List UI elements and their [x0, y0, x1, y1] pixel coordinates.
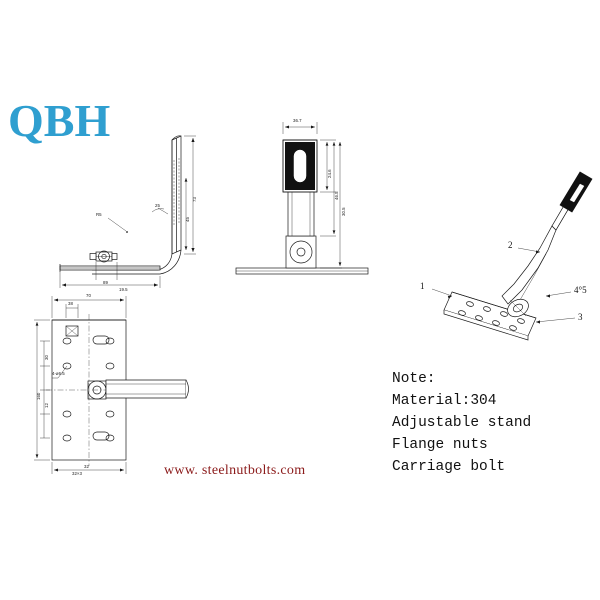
callout-3: 3	[578, 312, 583, 322]
note-line-nuts: Flange nuts	[392, 437, 488, 453]
dim-front-305: 30.5	[341, 207, 346, 216]
dim-side-r5: R5	[96, 212, 102, 217]
dim-side-89: 89	[103, 280, 108, 285]
front-elevation-view	[236, 122, 368, 274]
qbh-logo	[8, 95, 138, 155]
callout-1: 1	[420, 281, 425, 291]
top-plan-view	[34, 296, 189, 474]
dim-top-32: 32	[84, 464, 89, 469]
callout-4-5: 4°5	[574, 285, 587, 295]
dim-top-38: 38	[68, 301, 73, 306]
dim-front-465: 46.5	[334, 191, 339, 200]
isometric-assembly-view	[432, 172, 592, 340]
dim-top-160: 160	[36, 392, 41, 400]
callout-2: 2	[508, 240, 513, 250]
dim-side-25: 25	[155, 203, 160, 208]
note-title: Note:	[392, 371, 436, 387]
dim-top-12: 12	[44, 403, 49, 408]
dim-side-45: 45	[185, 217, 190, 222]
website-url: www. steelnutbolts.com	[164, 463, 306, 478]
note-line-stand: Adjustable stand	[392, 415, 532, 431]
dim-top-30: 30	[44, 355, 49, 360]
dim-top-hole-callout: 4-ø6.5	[52, 371, 65, 376]
qbh-logo-text: QBH	[8, 95, 111, 146]
dim-front-367: 36.7	[293, 118, 302, 123]
dim-side-195: 19.5	[119, 287, 128, 292]
note-line-bolt: Carriage bolt	[392, 459, 506, 475]
dim-top-70: 70	[86, 293, 91, 298]
dim-top-32x3: 32×3	[72, 471, 82, 476]
side-elevation-view	[60, 136, 196, 288]
dim-front-246: 24.6	[327, 169, 332, 178]
dim-side-73: 73	[192, 197, 197, 202]
note-line-material: Material:304	[392, 393, 497, 409]
note-block	[392, 368, 592, 478]
